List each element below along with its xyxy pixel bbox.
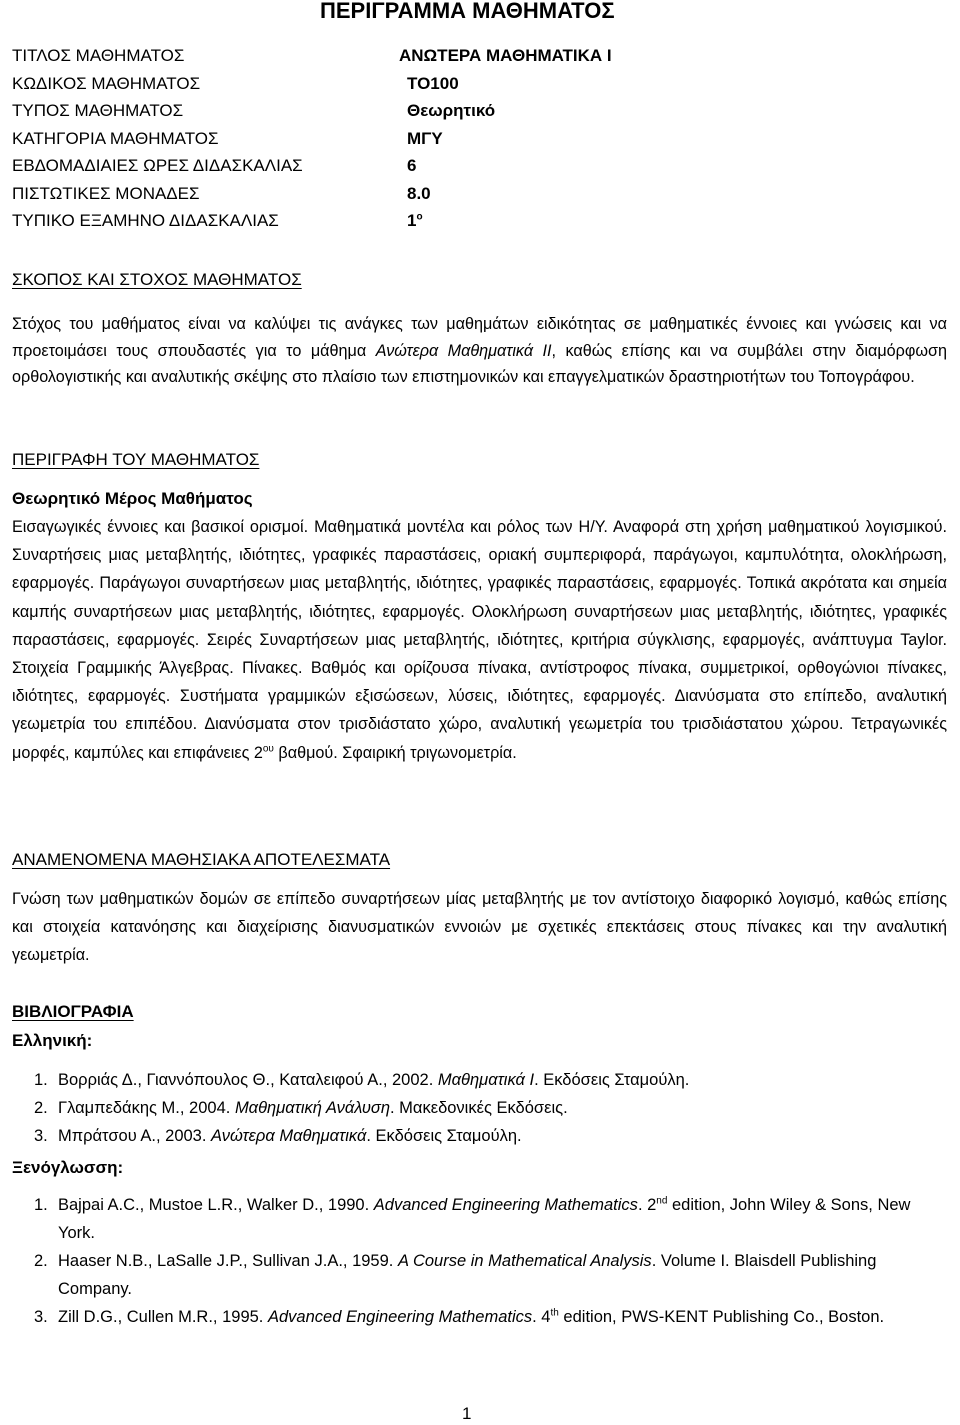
info-label: ΕΒΔΟΜΑΔΙΑΙΕΣ ΩΡΕΣ ΔΙΔΑΣΚΑΛΙΑΣ [12,156,303,175]
page-number: 1 [462,1404,472,1423]
list-item: 2. Γλαμπεδάκης Μ., 2004. Μαθηματική Ανάλυση. Μακεδονικές Εκδόσεις. [34,1099,568,1117]
info-value: ΑΝΩΤΕΡΑ ΜΑΘΗΜΑΤΙΚΑ Ι [399,46,612,65]
info-row-category [12,125,712,153]
info-row-title [12,42,712,70]
outcomes-text: Γνώση των μαθηματικών δομών σε επίπεδο συναρτήσεων μίας μεταβλητής με τον αντίστοιχο διαφορικό λογισμό, καθώς επίσης και στοιχεία κατανόησης και διαχείρισης διανυσματικών εννοιών με σχετικές επεκτάσεις στους πίνακες και την αναλυτική γεωμετρία. [12,890,947,965]
greek-reference-list [34,1066,949,1150]
list-item: 1. Bajpai A.C., Mustoe L.R., Walker D., 1990. Advanced Engineering Mathematics. 2nd edition, John Wiley & Sons, New York. [34,1195,911,1242]
info-value: $1^o$ [407,211,423,230]
list-item: 3. Zill D.G., Cullen M.R., 1995. Advanced Engineering Mathematics. 4th edition, PWS-KENT Publishing Co., Boston. [34,1307,885,1326]
info-value: ΤΟ100 [407,73,459,93]
info-value: 6 [407,156,417,175]
info-row-hours [12,152,712,180]
list-item: 1. Βορριάς Δ., Γιαννόπουλος Θ., Καταλειφού Α., 2002. Μαθηματικά Ι. Εκδόσεις Σταμούλη. [34,1071,690,1089]
bibliography-heading: ΒΙΒΛΙΟΓΡΑΦΙΑ [12,1002,134,1021]
info-label: ΤΥΠΟΣ ΜΑΘΗΜΑΤΟΣ [12,101,184,120]
info-label: ΚΩΔΙΚΟΣ ΜΑΘΗΜΑΤΟΣ [12,73,201,93]
outcomes-heading: ΑΝΑΜΕΝΟΜΕΝΑ ΜΑΘΗΣΙΑΚΑ ΑΠΟΤΕΛΕΣΜΑΤΑ [12,850,391,869]
document-page [12,0,948,1425]
info-row-type [12,97,712,125]
description-heading: ΠΕΡΙΓΡΑΦΗ ΤΟΥ ΜΑΘΗΜΑΤΟΣ [12,450,260,469]
list-item: 2. Haaser N.B., LaSalle J.P., Sullivan J.A., 1959. A Course in Mathematical Analysis. Volume I. Blaisdell Publishing Company. [34,1252,877,1298]
description-subheading: Θεωρητικό Μέρος Μαθήματος [12,489,253,508]
info-label: ΤΙΤΛΟΣ ΜΑΘΗΜΑΤΟΣ [12,46,185,65]
bibliography-foreign-heading: Ξενόγλωσση: [12,1158,124,1177]
foreign-reference-list [34,1191,949,1331]
info-row-credits [12,180,712,208]
description-text: Εισαγωγικές έννοιες και βασικοί ορισμοί. Μαθηματικά μοντέλα και ρόλος των Η/Υ. Αναφορά στη χρήση μαθηματικού λογισμικού. Συναρτήσεις μιας μεταβλητής, ιδιότητες, γραφικές παραστάσεις, οριακή συμπεριφορά, παράγωγοι, καμπυλότητα, ολοκλήρωση, εφαρμογές. Παράγωγοι συναρτήσεων μιας μεταβλητής, ιδιότητες, γραφικές παραστάσεις, εφαρμογές. Τοπικά ακρότατα και σημεία καμπής συναρτήσεων μιας μεταβλητής, ιδιότητες, εφαρμογές. Ολοκλήρωση συναρτήσεων μιας μεταβλητής, ιδιότητες, γραφικές παραστάσεις, εφαρμογές. Σειρές Συναρτήσεων μιας μεταβλητής, ιδιότητες, κριτήρια σύγκλισης, εφαρμογές, ανάπτυγμα Taylor. Στοιχεία Γραμμικής Άλγεβρας. Πίνακες. Βαθμός και ορίζουσα πίνακα, αντίστροφος πίνακα, συμμετρικοί, ορθογώνιοι πίνακες, ιδιότητες, εφαρμογές. Συστήματα γραμμικών εξισώσεων, λύσεις, ιδιότητες, εφαρμογές. Διανύσματα στο επίπεδο, αναλυτική γεωμετρία του επιπέδου. Διανύσματα στον τρισδιάστατο χώρο, αναλυτική γεωμετρία του τρισδιάστατου χώρου. Τετραγωνικές μορφές, καμπύλες και επιφάνειες $2^{o\upsilon}$ βαθμού. Σφαιρική τριγωνομετρία. [12,518,947,762]
course-info-table [12,42,712,235]
aim-text: Στόχος του μαθήματος είναι να καλύψει τις ανάγκες των μαθημάτων ειδικότητας σε μαθηματικές έννοιες και γνώσεις και να προετοιμάσει τους σπουδαστές για το μάθημα Ανώτερα Μαθηματικά ΙΙ, καθώς επίσης και να συμβάλει στην διαμόρφωση ορθολογιστικής και αναλυτικής σκέψης στο πλαίσιο των επιστημονικών και επαγγελματικών δραστηριοτήτων του Τοπογράφου. [12,315,947,386]
list-item: 3. Μπράτσου Α., 2003. Ανώτερα Μαθηματικά. Εκδόσεις Σταμούλη. [34,1127,522,1145]
document-title: ΠΕΡΙΓΡΑΜΜΑ ΜΑΘΗΜΑΤΟΣ [320,0,615,23]
info-row-semester [12,207,712,235]
info-label: ΚΑΤΗΓΟΡΙΑ ΜΑΘΗΜΑΤΟΣ [12,128,219,148]
aim-heading: ΣΚΟΠΟΣ ΚΑΙ ΣΤΟΧΟΣ ΜΑΘΗΜΑΤΟΣ [12,270,302,289]
info-value: ΜΓΥ [407,128,443,148]
info-value: 8.0 [407,183,431,203]
info-value: Θεωρητικό [407,101,496,120]
info-row-code [12,70,712,98]
bibliography-greek-heading: Ελληνική: [12,1031,93,1050]
info-label: ΤΥΠΙΚΟ ΕΞΑΜΗΝΟ ΔΙΔΑΣΚΑΛΙΑΣ [12,211,279,230]
info-label: ΠΙΣΤΩΤΙΚΕΣ ΜΟΝΑΔΕΣ [12,183,200,203]
